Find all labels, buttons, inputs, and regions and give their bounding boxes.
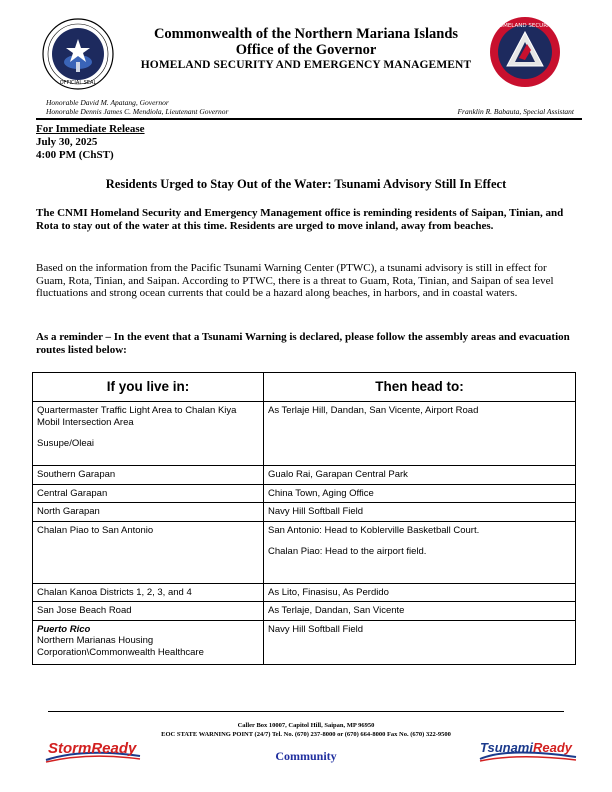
header-line-3: HOMELAND SECURITY AND EMERGENCY MANAGEMENT [140,59,472,71]
destination-name: As Terlaje Hill, Dandan, San Vicente, Airport Road [268,405,479,416]
column-header-live-in: If you live in: [33,373,264,402]
destination-name: Navy Hill Softball Field [268,623,364,635]
header-line-2: Office of the Governor [235,42,377,58]
seal-caption: OFFICIAL SEAL [59,80,97,86]
table-row [33,521,576,583]
tsunamiready-text-b: Ready [532,740,573,755]
release-time: 4:00 PM (ChST) [36,149,114,161]
table-row [33,466,576,485]
footer-community: Community [275,749,337,763]
area-name-secondary: Susupe/Oleai [37,438,95,449]
area-name: Chalan Piao to San Antonio [37,524,154,536]
table-cell-area [33,602,264,621]
table-row [33,583,576,602]
table-cell-destination [264,484,576,503]
table-cell-destination [264,402,576,466]
tsunamiready-logo [478,739,578,763]
footer-divider [48,711,564,712]
table-cell-area [33,484,264,503]
area-name: San Jose Beach Road [37,605,132,616]
area-title: Puerto Rico [37,623,91,635]
destination-name: As Lito, Finasisu, As Perdido [268,586,389,598]
table-cell-area [33,402,264,466]
table-row [33,503,576,522]
table-cell-destination [264,602,576,621]
table-cell-area [33,466,264,485]
table-cell-area [33,583,264,602]
area-name: Central Garapan [37,487,108,499]
stormready-text: StormReady [48,740,137,757]
release-label: For Immediate Release [36,123,145,135]
tsunamiready-text-a: Tsunami [480,740,533,755]
special-assistant-name: Franklin R. Babauta, Special Assistant [457,107,574,116]
destination-name-secondary: Chalan Piao: Head to the airport field. [268,546,427,557]
table-cell-destination [264,620,576,664]
header-divider [36,118,582,120]
table-cell-area [33,503,264,522]
header-line-1: Commonwealth of the Northern Mariana Islands [153,26,459,42]
table-row [33,484,576,503]
lead-paragraph: The CNMI Homeland Security and Emergency Management office is reminding residents of Saipan, Tinian, and Rota to stay out of the water at this time. Residents are urged to move inland, away from beaches. [36,207,564,232]
table-row [33,620,576,664]
column-header-head-to: Then head to: [264,373,576,402]
table-row [33,602,576,621]
table-cell-destination [264,521,576,583]
destination-name: As Terlaje, Dandan, San Vicente [268,605,405,616]
table-header-row [33,373,576,402]
destination-name: Navy Hill Softball Field [268,506,364,517]
area-name: Southern Garapan [37,469,116,480]
table-cell-destination [264,503,576,522]
area-name: Northern Marianas Housing Corporation\Commonwealth Healthcare [37,635,204,658]
destination-name: China Town, Aging Office [268,487,374,499]
body-paragraph: Based on the information from the Pacific Tsunami Warning Center (PTWC), a tsunami advisory is still in effect for Guam, Rota, Tinian, and Saipan. According to PTWC, there is a threat to Guam, Rota, Tinian, and Saipan of sea level fluctuations and strong ocean currents that could be a hazard along beaches, in harbors, and in coastal waters. [36,262,554,299]
evacuation-routes-table [32,372,576,665]
destination-name: Gualo Rai, Garapan Central Park [268,469,408,480]
hsem-caption: HOMELAND SECURITY [494,23,556,29]
table-cell-destination [264,466,576,485]
lt-governor-name: Honorable Dennis James C. Mendiola, Lieutenant Governor [46,107,229,116]
table-cell-area [33,620,264,664]
area-name: North Garapan [37,506,100,517]
table-row [33,402,576,466]
destination-name: San Antonio: Head to Koblerville Basketball Court. [268,524,480,536]
footer-contact: EOC STATE WARNING POINT (24/7) Tel. No. (670) 237-8000 or (670) 664-8000 Fax No. (670) 322-9500 [161,731,451,738]
area-name: Quartermaster Traffic Light Area to Chalan Kiya Mobil Intersection Area [37,405,237,428]
headline: Residents Urged to Stay Out of the Water: Tsunami Advisory Still In Effect [105,177,507,191]
table-cell-destination [264,583,576,602]
footer-address: Caller Box 10007, Capitol Hill, Saipan, MP 96950 [237,722,375,729]
release-date: July 30, 2025 [36,136,98,148]
governor-name: Honorable David M. Apatang, Governor [46,98,169,107]
reminder-paragraph: As a reminder – In the event that a Tsunami Warning is declared, please follow the assembly areas and evacuation routes listed below: [36,331,570,356]
table-cell-area [33,521,264,583]
area-name: Chalan Kanoa Districts 1, 2, 3, and 4 [37,586,192,598]
